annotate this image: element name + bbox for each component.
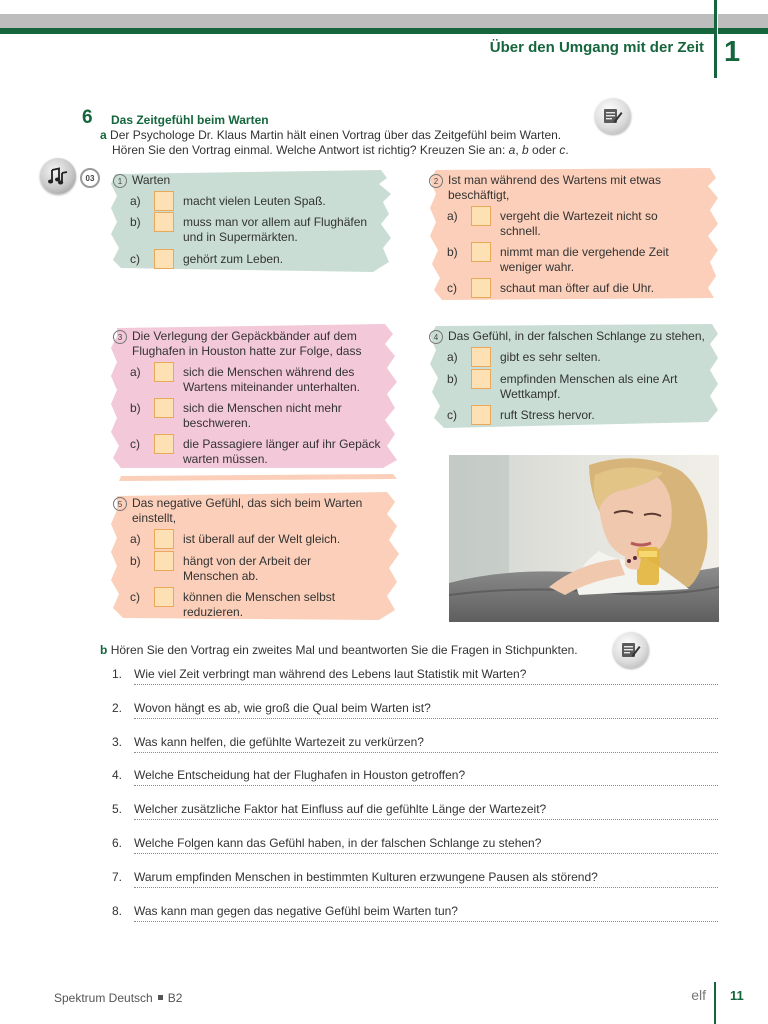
question-text: Warten xyxy=(132,173,171,187)
answer-line-2[interactable] xyxy=(134,718,718,719)
question-number-badge: 2 xyxy=(429,174,443,188)
answer-checkbox-3a[interactable] xyxy=(154,362,174,382)
answer-line-4[interactable] xyxy=(134,785,718,786)
answer-checkbox-4b[interactable] xyxy=(471,369,491,389)
part-b-letter: b xyxy=(100,643,108,657)
footer-bullet xyxy=(158,995,163,1000)
answer-checkbox-5b[interactable] xyxy=(154,551,174,571)
pencil-notepad-icon[interactable] xyxy=(613,632,649,668)
question-5: 5 Das negative Gefühl, das sich beim Warten einstellt, a) ist überall auf der Welt gleich. b) hängt von der Arbeit der Menschen ab. c) können die Menschen selbst reduzieren. xyxy=(113,496,403,621)
answer-checkbox-4a[interactable] xyxy=(471,347,491,367)
music-notes-icon[interactable] xyxy=(40,158,76,194)
question-text: Ist man während des Wartens mit etwas xyxy=(448,173,661,187)
header-gray-bar-right xyxy=(718,14,768,28)
pencil-notepad-icon[interactable] xyxy=(595,98,631,134)
audio-track-badge: 03 xyxy=(80,168,100,188)
answer-line-3[interactable] xyxy=(134,752,718,753)
publisher-logo: elf xyxy=(691,987,706,1003)
answer-checkbox-3b[interactable] xyxy=(154,398,174,418)
page-number: 11 xyxy=(730,988,744,1003)
photo-bored-woman-waiting xyxy=(449,455,719,622)
part-b-instruction: b Hören Sie den Vortrag ein zweites Mal und beantworten Sie die Fragen in Stichpunkten. xyxy=(100,643,578,657)
answer-checkbox-1a[interactable] xyxy=(154,191,174,211)
header-divider xyxy=(714,0,717,78)
chapter-title: Über den Umgang mit der Zeit xyxy=(489,39,704,56)
question-number-badge: 5 xyxy=(113,497,127,511)
question-number-badge: 3 xyxy=(113,330,127,344)
header-green-bar xyxy=(0,28,714,34)
answer-line-6[interactable] xyxy=(134,853,718,854)
answer-checkbox-3c[interactable] xyxy=(154,434,174,454)
answer-checkbox-5c[interactable] xyxy=(154,587,174,607)
exercise-number: 6 xyxy=(82,107,93,128)
question-text: Das negative Gefühl, das sich beim Warten xyxy=(132,496,363,510)
answer-checkbox-4c[interactable] xyxy=(471,405,491,425)
chapter-number: 1 xyxy=(724,36,741,68)
answer-checkbox-5a[interactable] xyxy=(154,529,174,549)
question-3: 3 Die Verlegung der Gepäckbänder auf dem Flughafen in Houston hatte zur Folge, dass a) sich die Menschen während des Wartens miteinander unterhalten. b) sich die Menschen nicht mehr beschweren. c) die Passagiere länger auf ihr Gepäck warten müssen. xyxy=(113,329,403,469)
question-4: 4 Das Gefühl, in der falschen Schlange zu stehen, a) gibt es sehr selten. b) empfinden Menschen als eine Art Wettkampf. c) ruft Stress hervor. xyxy=(429,329,719,429)
part-a-letter: a xyxy=(100,128,107,142)
question-1: 1 Warten a) macht vielen Leuten Spaß. b) muss man vor allem auf Flughäfen und in Supermärkten. c) gehört zum Leben. xyxy=(113,173,383,273)
header-gray-bar xyxy=(0,14,714,28)
answer-line-1[interactable] xyxy=(134,684,718,685)
answer-checkbox-2c[interactable] xyxy=(471,278,491,298)
answer-line-8[interactable] xyxy=(134,921,718,922)
answer-checkbox-2b[interactable] xyxy=(471,242,491,262)
header-green-bar-right xyxy=(718,28,768,34)
question-number-badge: 1 xyxy=(113,174,127,188)
question-2: 2 Ist man während des Wartens mit etwas beschäftigt, a) vergeht die Wartezeit nicht so schnell. b) nimmt man die vergehende Zeit weniger wahr. c) schaut man öfter auf die Uhr. xyxy=(429,173,719,301)
footer-book-title: Spektrum Deutsch B2 xyxy=(54,991,183,1005)
answer-checkbox-1c[interactable] xyxy=(154,249,174,269)
answer-checkbox-1b[interactable] xyxy=(154,212,174,232)
exercise-title: Das Zeitgefühl beim Warten xyxy=(111,113,269,127)
footer-divider xyxy=(714,982,716,1024)
part-a-instruction: a Der Psychologe Dr. Klaus Martin hält einen Vortrag über das Zeitgefühl beim Warten. Hören Sie den Vortrag einmal. Welche Antwort ist richtig? Kreuzen Sie an: a, b oder c. xyxy=(100,128,569,157)
question-number-badge: 4 xyxy=(429,330,443,344)
question-text: Die Verlegung der Gepäckbänder auf dem xyxy=(132,329,357,343)
answer-line-5[interactable] xyxy=(134,819,718,820)
question-text: Das Gefühl, in der falschen Schlange zu stehen, xyxy=(448,329,705,343)
answer-line-7[interactable] xyxy=(134,887,718,888)
answer-checkbox-2a[interactable] xyxy=(471,206,491,226)
